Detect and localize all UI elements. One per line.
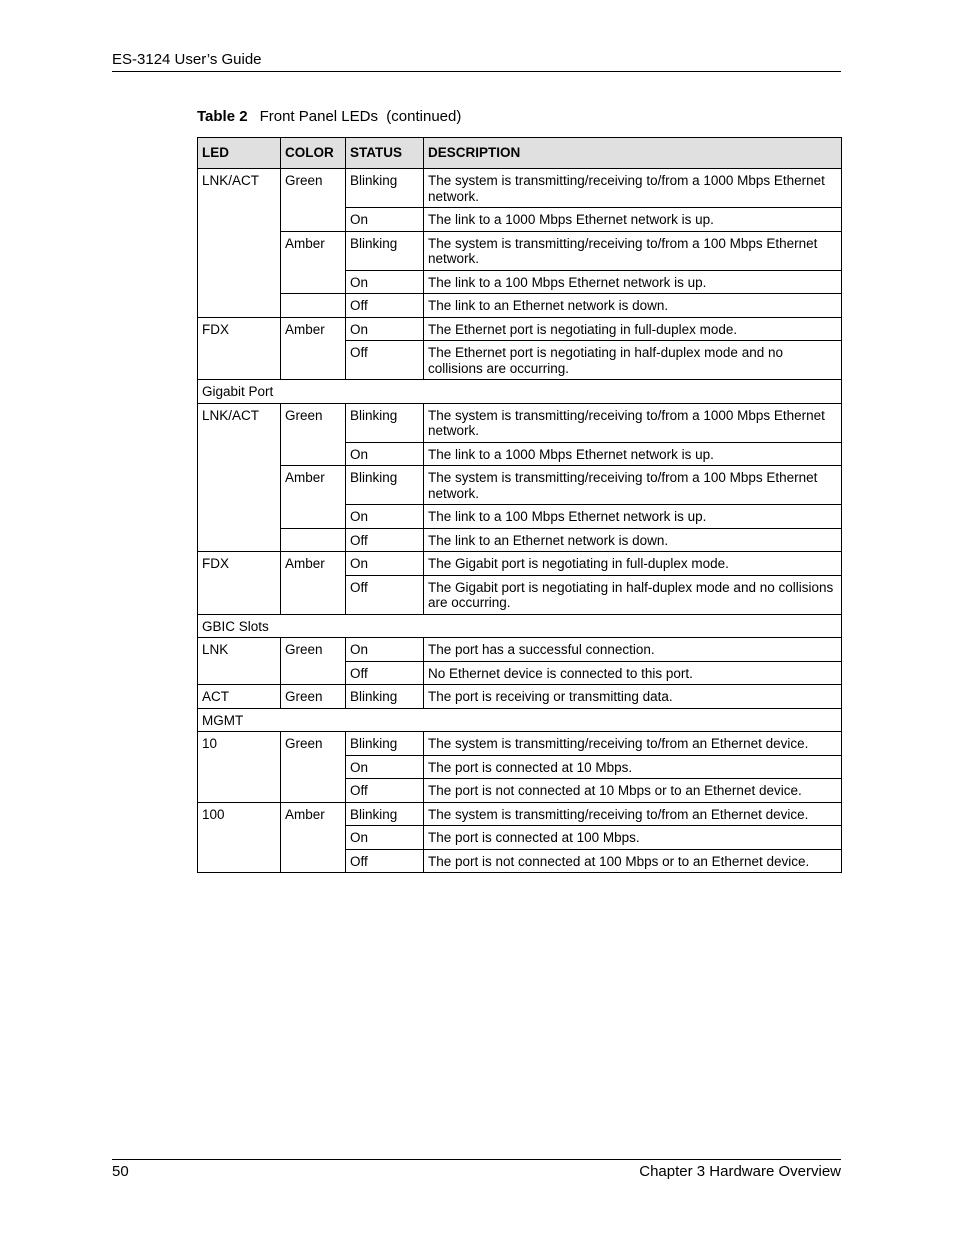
color-cell: Green — [281, 638, 346, 685]
description-cell: The Ethernet port is negotiating in half-duplex mode and no collisions are occurring. — [424, 341, 842, 380]
status-cell: On — [346, 505, 424, 529]
table-row — [198, 802, 842, 826]
table-row — [198, 294, 842, 318]
status-cell: Blinking — [346, 231, 424, 270]
status-cell: Blinking — [346, 403, 424, 442]
description-cell: The port is connected at 100 Mbps. — [424, 826, 842, 850]
running-footer — [112, 1159, 841, 1181]
status-cell: On — [346, 638, 424, 662]
description-cell: The Gigabit port is negotiating in half-duplex mode and no collisions are occurring. — [424, 575, 842, 614]
section-title-gbic-slots: GBIC Slots — [198, 614, 842, 638]
section-row — [198, 708, 842, 732]
led-cell: LNK/ACT — [198, 403, 281, 552]
status-cell: Off — [346, 849, 424, 873]
header-status: STATUS — [346, 138, 424, 169]
status-cell: Off — [346, 779, 424, 803]
status-cell: On — [346, 826, 424, 850]
status-cell: Blinking — [346, 685, 424, 709]
table-row — [198, 403, 842, 442]
description-cell: The link to an Ethernet network is down. — [424, 528, 842, 552]
front-panel-leds-table — [197, 137, 842, 873]
table-row — [198, 685, 842, 709]
table-title: Front Panel LEDs (continued) — [259, 108, 462, 125]
color-cell — [281, 528, 346, 552]
description-cell: The port is not connected at 10 Mbps or to an Ethernet device. — [424, 779, 842, 803]
color-cell: Green — [281, 403, 346, 466]
section-title-mgmt: MGMT — [198, 708, 842, 732]
status-cell: Blinking — [346, 169, 424, 208]
description-cell: The port has a successful connection. — [424, 638, 842, 662]
description-cell: The system is transmitting/receiving to/from an Ethernet device. — [424, 732, 842, 756]
color-cell: Amber — [281, 231, 346, 294]
table-caption — [197, 108, 461, 126]
description-cell: The system is transmitting/receiving to/from a 100 Mbps Ethernet network. — [424, 231, 842, 270]
table-number: Table 2 — [197, 108, 248, 125]
led-cell: FDX — [198, 552, 281, 615]
section-row — [198, 614, 842, 638]
led-cell: FDX — [198, 317, 281, 380]
table-row — [198, 169, 842, 208]
table-row — [198, 317, 842, 341]
color-cell: Amber — [281, 552, 346, 615]
description-cell: The port is connected at 10 Mbps. — [424, 755, 842, 779]
status-cell: On — [346, 270, 424, 294]
color-cell — [281, 294, 346, 318]
color-cell: Green — [281, 169, 346, 232]
header-color: COLOR — [281, 138, 346, 169]
color-cell: Amber — [281, 317, 346, 380]
table-row — [198, 732, 842, 756]
header-description: DESCRIPTION — [424, 138, 842, 169]
chapter-title: Chapter 3 Hardware Overview — [639, 1163, 841, 1180]
description-cell: The Ethernet port is negotiating in full-duplex mode. — [424, 317, 842, 341]
description-cell: The system is transmitting/receiving to/from an Ethernet device. — [424, 802, 842, 826]
description-cell: The link to an Ethernet network is down. — [424, 294, 842, 318]
table-row — [198, 552, 842, 576]
status-cell: Off — [346, 294, 424, 318]
led-cell: LNK/ACT — [198, 169, 281, 318]
status-cell: On — [346, 442, 424, 466]
description-cell: No Ethernet device is connected to this port. — [424, 661, 842, 685]
description-cell: The system is transmitting/receiving to/from a 100 Mbps Ethernet network. — [424, 466, 842, 505]
status-cell: On — [346, 755, 424, 779]
led-cell: ACT — [198, 685, 281, 709]
status-cell: Off — [346, 661, 424, 685]
status-cell: Blinking — [346, 466, 424, 505]
description-cell: The port is receiving or transmitting data. — [424, 685, 842, 709]
color-cell: Green — [281, 732, 346, 803]
description-cell: The system is transmitting/receiving to/from a 1000 Mbps Ethernet network. — [424, 403, 842, 442]
document-title: ES-3124 User’s Guide — [112, 51, 262, 68]
table-row — [198, 466, 842, 505]
led-cell: 10 — [198, 732, 281, 803]
table-row — [198, 231, 842, 270]
table-header-row — [198, 138, 842, 169]
status-cell: Blinking — [346, 802, 424, 826]
status-cell: On — [346, 208, 424, 232]
status-cell: Off — [346, 575, 424, 614]
color-cell: Green — [281, 685, 346, 709]
color-cell: Amber — [281, 466, 346, 529]
description-cell: The link to a 100 Mbps Ethernet network is up. — [424, 505, 842, 529]
table-row — [198, 638, 842, 662]
page-number: 50 — [112, 1163, 129, 1180]
description-cell: The link to a 100 Mbps Ethernet network is up. — [424, 270, 842, 294]
running-header — [112, 51, 841, 72]
description-cell: The link to a 1000 Mbps Ethernet network is up. — [424, 208, 842, 232]
status-cell: Blinking — [346, 732, 424, 756]
header-led: LED — [198, 138, 281, 169]
led-cell: 100 — [198, 802, 281, 873]
led-cell: LNK — [198, 638, 281, 685]
description-cell: The system is transmitting/receiving to/from a 1000 Mbps Ethernet network. — [424, 169, 842, 208]
description-cell: The Gigabit port is negotiating in full-duplex mode. — [424, 552, 842, 576]
section-row — [198, 380, 842, 404]
section-title-gigabit-port: Gigabit Port — [198, 380, 842, 404]
status-cell: Off — [346, 528, 424, 552]
description-cell: The link to a 1000 Mbps Ethernet network is up. — [424, 442, 842, 466]
color-cell: Amber — [281, 802, 346, 873]
description-cell: The port is not connected at 100 Mbps or to an Ethernet device. — [424, 849, 842, 873]
status-cell: Off — [346, 341, 424, 380]
status-cell: On — [346, 317, 424, 341]
table-row — [198, 528, 842, 552]
status-cell: On — [346, 552, 424, 576]
